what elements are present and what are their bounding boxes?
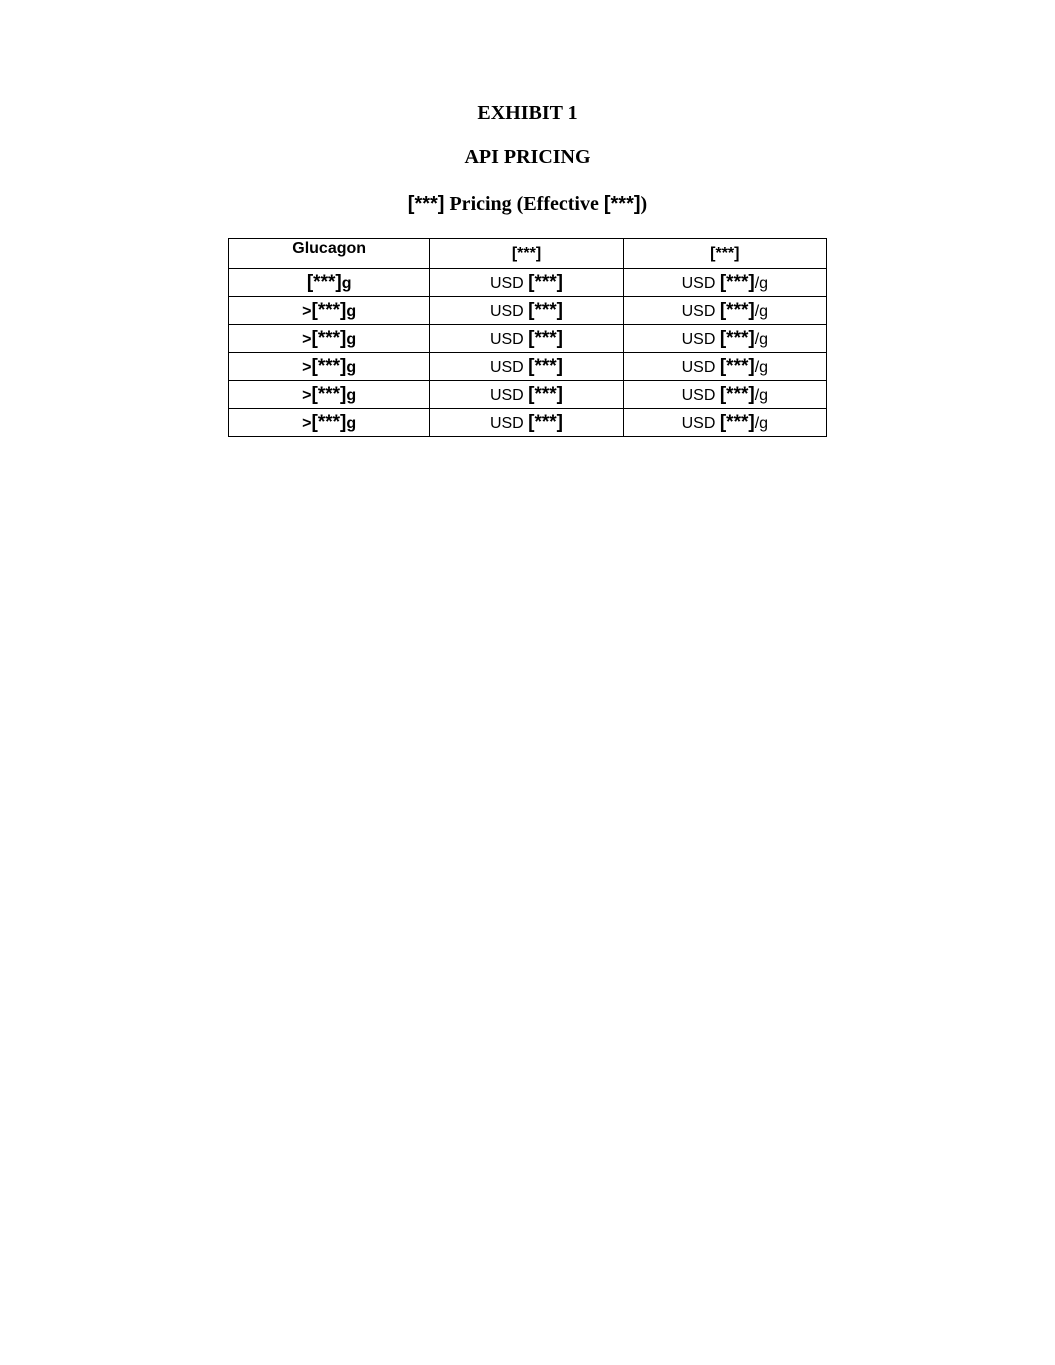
unit-price-suffix: /g [754, 358, 769, 376]
unit-price-cell [623, 297, 826, 325]
quantity-unit: g [346, 302, 357, 320]
table-row [229, 381, 827, 409]
unit-price-suffix: /g [754, 330, 769, 348]
price-redaction: [***] [528, 271, 564, 293]
table-row [229, 269, 827, 297]
unit-price-currency: USD [681, 330, 720, 348]
price-redaction: [***] [528, 299, 564, 321]
unit-price-cell [623, 353, 826, 381]
price-cell [430, 409, 623, 437]
unit-price-suffix: /g [754, 414, 769, 432]
price-currency: USD [489, 358, 529, 376]
quantity-prefix: > [302, 330, 312, 348]
quantity-unit: g [346, 414, 357, 432]
price-currency: USD [489, 274, 529, 292]
unit-price-cell [623, 409, 826, 437]
price-redaction: [***] [528, 327, 564, 349]
quantity-redaction: [***] [306, 271, 342, 293]
quantity-cell [229, 325, 430, 353]
pricing-table [228, 238, 827, 437]
unit-price-currency: USD [681, 302, 720, 320]
table-row [229, 297, 827, 325]
unit-price-cell [623, 381, 826, 409]
price-cell [430, 269, 623, 297]
table-header-row [229, 239, 827, 269]
quantity-cell [229, 409, 430, 437]
price-cell [430, 381, 623, 409]
unit-price-currency: USD [681, 414, 720, 432]
quantity-redaction: [***] [311, 355, 347, 377]
unit-price-redaction: [***] [719, 411, 755, 433]
exhibit-title: EXHIBIT 1 [477, 102, 578, 124]
unit-price-suffix: /g [754, 302, 769, 320]
price-cell [430, 325, 623, 353]
quantity-unit: g [346, 386, 357, 404]
price-cell [430, 297, 623, 325]
unit-price-suffix: /g [754, 274, 769, 292]
price-currency: USD [489, 414, 529, 432]
quantity-cell [229, 269, 430, 297]
quantity-cell [229, 353, 430, 381]
subtitle-end-text: ) [640, 193, 648, 215]
quantity-prefix: > [302, 414, 312, 432]
subtitle-middle-text: Pricing (Effective [444, 193, 604, 215]
price-redaction: [***] [528, 355, 564, 377]
unit-price-currency: USD [681, 358, 720, 376]
quantity-cell [229, 381, 430, 409]
price-redaction: [***] [528, 383, 564, 405]
quantity-prefix: > [302, 386, 312, 404]
table-row [229, 353, 827, 381]
price-redaction: [***] [528, 411, 564, 433]
unit-price-redaction: [***] [719, 299, 755, 321]
pricing-subtitle [0, 192, 1055, 216]
quantity-unit: g [346, 330, 357, 348]
quantity-redaction: [***] [311, 383, 347, 405]
quantity-unit: g [341, 274, 352, 292]
unit-price-redaction: [***] [719, 383, 755, 405]
unit-price-redaction: [***] [719, 355, 755, 377]
unit-price-suffix: /g [754, 386, 769, 404]
table-row [229, 325, 827, 353]
section-title: API PRICING [464, 146, 591, 168]
quantity-redaction: [***] [311, 327, 347, 349]
unit-price-redaction: [***] [719, 271, 755, 293]
price-currency: USD [489, 330, 529, 348]
header-glucagon: Glucagon [229, 239, 430, 269]
subtitle-redaction-1: [***] [407, 193, 445, 215]
subtitle-redaction-2: [***] [603, 193, 641, 215]
price-cell [430, 353, 623, 381]
unit-price-currency: USD [681, 386, 720, 404]
quantity-redaction: [***] [311, 299, 347, 321]
price-currency: USD [489, 386, 529, 404]
price-currency: USD [489, 302, 529, 320]
header-redacted-col2: [***] [430, 239, 623, 269]
quantity-unit: g [346, 358, 357, 376]
quantity-prefix: > [302, 358, 312, 376]
table-row [229, 409, 827, 437]
quantity-redaction: [***] [311, 411, 347, 433]
unit-price-cell [623, 269, 826, 297]
quantity-prefix: > [302, 302, 312, 320]
quantity-cell [229, 297, 430, 325]
unit-price-cell [623, 325, 826, 353]
unit-price-currency: USD [681, 274, 720, 292]
header-redacted-col3: [***] [623, 239, 826, 269]
unit-price-redaction: [***] [719, 327, 755, 349]
